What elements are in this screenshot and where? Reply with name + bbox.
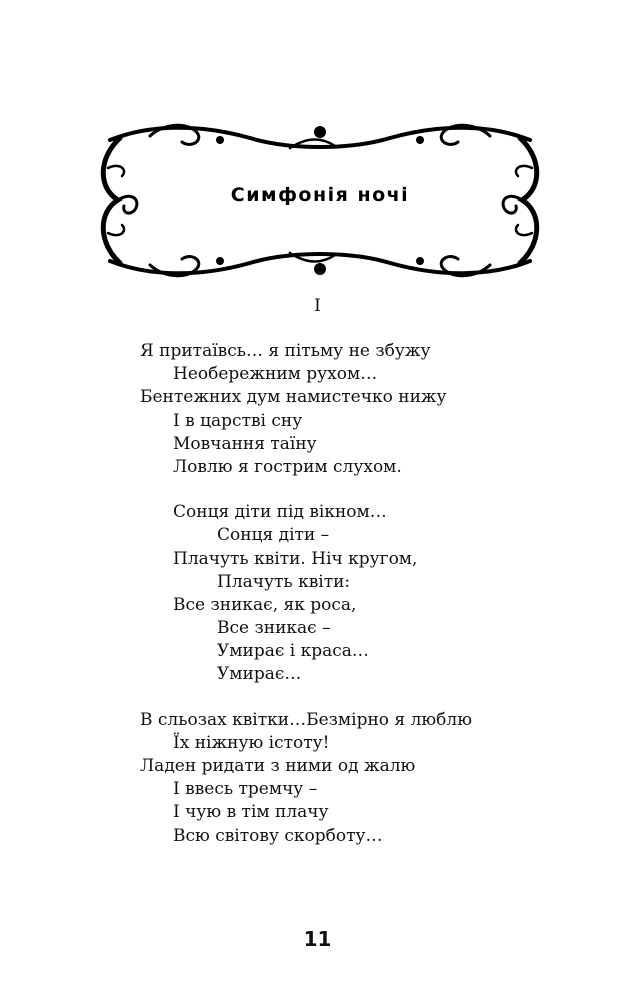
poem-stanza	[140, 340, 610, 479]
poem-line: Умирає…	[217, 664, 302, 685]
poem-line: Все зникає –	[217, 618, 331, 639]
poem-line: І в царстві сну	[173, 410, 303, 431]
page-number: 11	[303, 927, 332, 951]
poem-line: В сльозах квітки…Безмірно я люблю	[140, 709, 472, 730]
poem-line: Умирає і краса…	[217, 641, 369, 662]
poem-line: Ладен ридати з ними од жалю	[140, 756, 416, 776]
poem-line: І чую в тім плачу	[173, 802, 329, 823]
poem-line: Плачуть квіти:	[217, 571, 351, 592]
poem-line: Їх ніжную істоту!	[173, 732, 330, 753]
poem-line: Плачуть квіти. Ніч кругом,	[173, 548, 418, 569]
poem-body	[140, 340, 610, 870]
poem-line: Ловлю я гострим слухом.	[173, 456, 402, 477]
poem-line: І ввесь тремчу –	[173, 779, 318, 800]
poem-line: Все зникає, як роса,	[173, 594, 357, 615]
chapter-title: Симфонія ночі	[230, 184, 410, 206]
poem-stanza	[140, 501, 610, 687]
poem-line: Мовчання таїну	[173, 433, 317, 454]
poem-line: Всю світову скорботу…	[173, 825, 383, 846]
poem-line: Бентежних дум намистечко нижу	[140, 387, 447, 408]
poem-line: Сонця діти –	[217, 525, 330, 546]
poem-line: Я притаївсь… я пітьму не збужу	[140, 341, 431, 361]
poem-stanza	[140, 709, 610, 848]
part-number: I	[314, 296, 321, 316]
poem-line: Сонця діти під вікном…	[173, 502, 387, 523]
poem-line: Необережним рухом…	[173, 364, 378, 385]
